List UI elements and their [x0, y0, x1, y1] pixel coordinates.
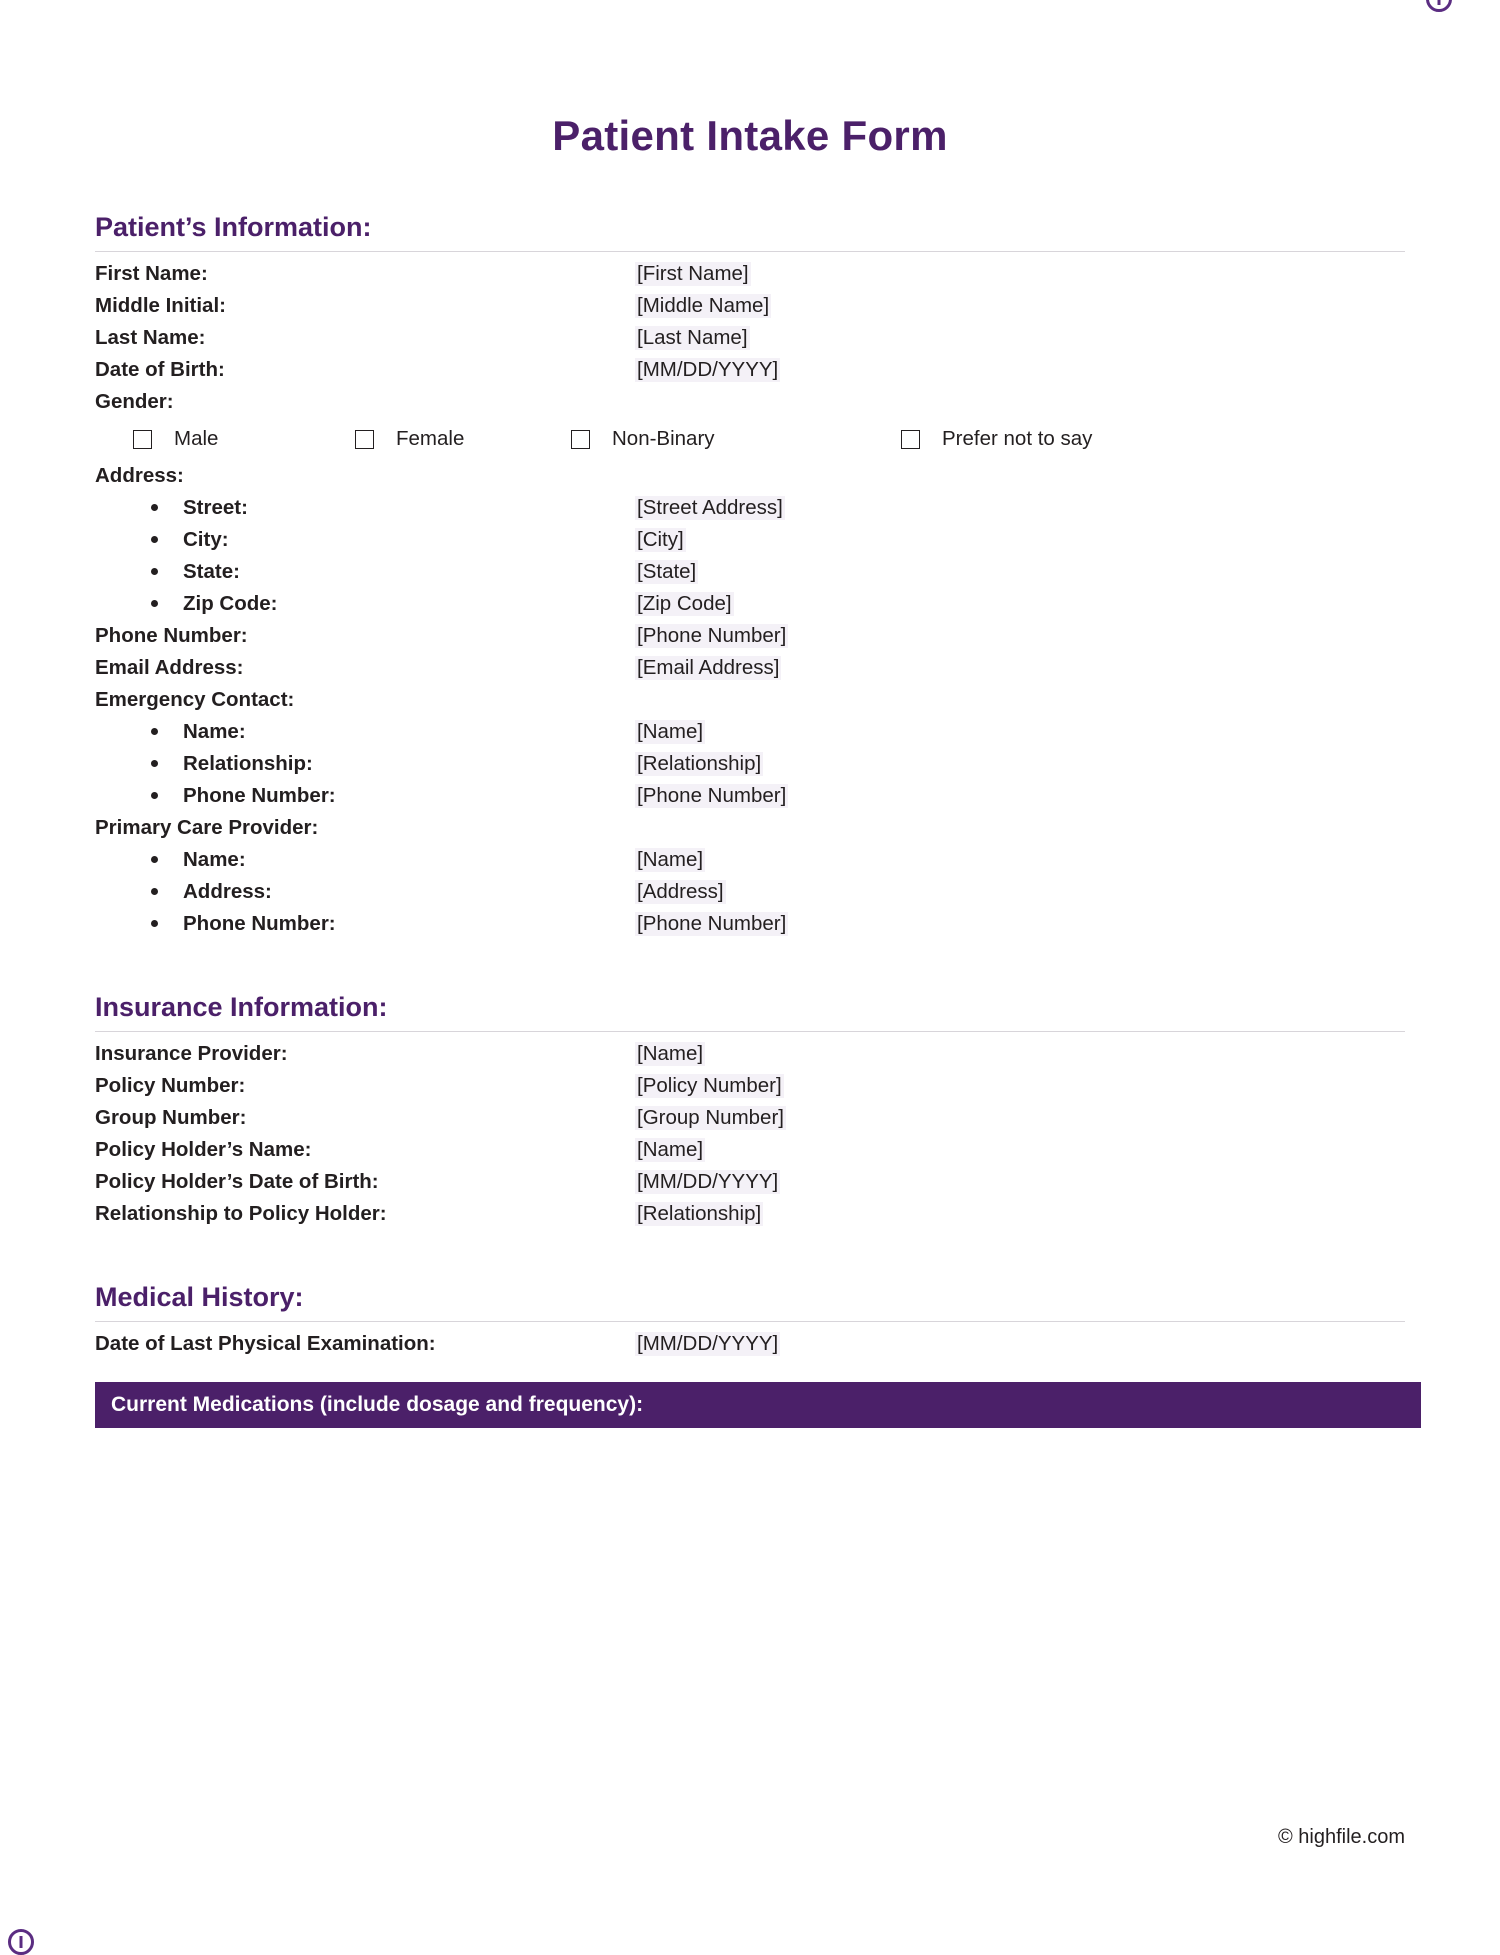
- field-value[interactable]: [Zip Code]: [637, 592, 732, 615]
- checkbox-option-male[interactable]: [133, 427, 355, 451]
- bullet-icon: [151, 536, 158, 543]
- field-row-provider-address: [95, 876, 1405, 908]
- checkbox-icon[interactable]: [355, 430, 374, 449]
- field-value[interactable]: [Phone Number]: [637, 624, 787, 647]
- field-row-emergency-phone: [95, 780, 1405, 812]
- field-row-middle-initial: [95, 290, 1405, 322]
- bullet-icon: [151, 792, 158, 799]
- bullet-icon: [151, 568, 158, 575]
- checkbox-label: Non-Binary: [612, 427, 715, 450]
- field-value[interactable]: [State]: [637, 560, 697, 583]
- bullet-icon: [151, 504, 158, 511]
- field-value[interactable]: [City]: [637, 528, 684, 551]
- field-row-last-name: [95, 322, 1405, 354]
- field-row-policy-number: [95, 1070, 1405, 1102]
- corner-decoration-icon: [1426, 0, 1452, 12]
- field-label-text: Zip Code:: [183, 592, 278, 615]
- field-label-address: Address:: [95, 464, 184, 487]
- field-label: [95, 848, 635, 872]
- field-row-group-number: [95, 1102, 1405, 1134]
- field-label-text: Relationship:: [183, 752, 313, 775]
- section-divider: [95, 1031, 1405, 1032]
- field-row-provider-phone: [95, 908, 1405, 940]
- field-label-text: Street:: [183, 496, 248, 519]
- field-label-text: Phone Number:: [183, 784, 336, 807]
- field-value[interactable]: [Relationship]: [637, 1202, 762, 1225]
- field-label: Relationship to Policy Holder:: [95, 1202, 387, 1225]
- field-label: Phone Number:: [95, 624, 248, 647]
- field-label: Policy Number:: [95, 1074, 246, 1097]
- field-value[interactable]: [MM/DD/YYYY]: [637, 1170, 779, 1193]
- field-row-state: [95, 556, 1405, 588]
- field-label-gender: Gender:: [95, 390, 174, 413]
- banner-current-medications: Current Medications (include dosage and frequency):: [95, 1382, 1421, 1428]
- field-row-policy-holder-dob: [95, 1166, 1405, 1198]
- field-label: Date of Birth:: [95, 358, 225, 381]
- footer-copyright: © highfile.com: [1277, 1826, 1405, 1848]
- checkbox-label: Prefer not to say: [942, 427, 1093, 450]
- field-row-email-address: [95, 652, 1405, 684]
- field-row-provider-name: [95, 844, 1405, 876]
- field-label: [95, 880, 635, 904]
- checkbox-icon[interactable]: [133, 430, 152, 449]
- field-row-emergency-name: [95, 716, 1405, 748]
- field-label-text: Address:: [183, 880, 272, 903]
- bullet-icon: [151, 728, 158, 735]
- field-label: Group Number:: [95, 1106, 247, 1129]
- field-value[interactable]: [Phone Number]: [637, 784, 787, 807]
- field-value[interactable]: [Name]: [637, 848, 704, 871]
- field-label: Middle Initial:: [95, 294, 226, 317]
- field-row-date-of-birth: [95, 354, 1405, 386]
- bullet-icon: [151, 888, 158, 895]
- field-label-emergency-contact: Emergency Contact:: [95, 688, 295, 711]
- section-divider: [95, 251, 1405, 252]
- field-value[interactable]: [First Name]: [637, 262, 749, 285]
- field-row-relationship-to-policy-holder: [95, 1198, 1405, 1230]
- field-row-zip-code: [95, 588, 1405, 620]
- bullet-icon: [151, 856, 158, 863]
- field-label: Policy Holder’s Name:: [95, 1138, 312, 1161]
- checkbox-label: Male: [174, 427, 219, 450]
- field-label: Last Name:: [95, 326, 206, 349]
- field-label: [95, 752, 635, 776]
- field-value[interactable]: [Name]: [637, 1138, 704, 1161]
- section-heading-insurance: Insurance Information:: [95, 992, 388, 1022]
- field-label: First Name:: [95, 262, 208, 285]
- field-row-emergency-relationship: [95, 748, 1405, 780]
- field-label-text: Phone Number:: [183, 912, 336, 935]
- checkbox-option-non-binary[interactable]: [571, 427, 901, 451]
- field-label: [95, 496, 635, 520]
- checkbox-label: Female: [396, 427, 465, 450]
- field-value[interactable]: [Last Name]: [637, 326, 748, 349]
- section-heading-medical-history: Medical History:: [95, 1282, 304, 1312]
- field-value[interactable]: [MM/DD/YYYY]: [637, 1332, 779, 1355]
- field-row-phone-number: [95, 620, 1405, 652]
- checkbox-icon[interactable]: [571, 430, 590, 449]
- field-label: [95, 560, 635, 584]
- checkbox-option-prefer-not-to-say[interactable]: [901, 427, 1092, 451]
- gender-options-group: [95, 418, 1405, 460]
- bullet-icon: [151, 760, 158, 767]
- field-label-primary-care-provider: Primary Care Provider:: [95, 816, 319, 839]
- field-row-first-name: [95, 258, 1405, 290]
- page-title: Patient Intake Form: [552, 112, 948, 159]
- field-label-text: Name:: [183, 720, 246, 743]
- field-label: [95, 784, 635, 808]
- corner-decoration-icon: [8, 1929, 34, 1955]
- field-label: Email Address:: [95, 656, 244, 679]
- section-divider: [95, 1321, 1405, 1322]
- field-value[interactable]: [Address]: [637, 880, 724, 903]
- bullet-icon: [151, 600, 158, 607]
- field-value[interactable]: [Name]: [637, 720, 704, 743]
- field-label-text: State:: [183, 560, 240, 583]
- field-label: [95, 912, 635, 936]
- field-label-text: Name:: [183, 848, 246, 871]
- field-value[interactable]: [Phone Number]: [637, 912, 787, 935]
- field-value[interactable]: [Relationship]: [637, 752, 762, 775]
- field-value[interactable]: [Group Number]: [637, 1106, 784, 1129]
- field-label: Insurance Provider:: [95, 1042, 288, 1065]
- field-value[interactable]: [Street Address]: [637, 496, 783, 519]
- bullet-icon: [151, 920, 158, 927]
- field-value[interactable]: [Name]: [637, 1042, 704, 1065]
- field-label: [95, 528, 635, 552]
- field-label: Policy Holder’s Date of Birth:: [95, 1170, 379, 1193]
- field-label: [95, 720, 635, 744]
- checkbox-option-female[interactable]: [355, 427, 571, 451]
- field-label: Date of Last Physical Examination:: [95, 1332, 436, 1355]
- field-value[interactable]: [Policy Number]: [637, 1074, 782, 1097]
- field-value[interactable]: [MM/DD/YYYY]: [637, 358, 779, 381]
- section-heading-patient: Patient’s Information:: [95, 212, 372, 242]
- field-label-text: City:: [183, 528, 229, 551]
- field-row-street: [95, 492, 1405, 524]
- field-value[interactable]: [Middle Name]: [637, 294, 770, 317]
- field-row-city: [95, 524, 1405, 556]
- field-row-insurance-provider: [95, 1038, 1405, 1070]
- checkbox-icon[interactable]: [901, 430, 920, 449]
- field-value[interactable]: [Email Address]: [637, 656, 780, 679]
- field-label: [95, 592, 635, 616]
- field-row-policy-holder-name: [95, 1134, 1405, 1166]
- field-row-last-physical-exam: [95, 1328, 1405, 1360]
